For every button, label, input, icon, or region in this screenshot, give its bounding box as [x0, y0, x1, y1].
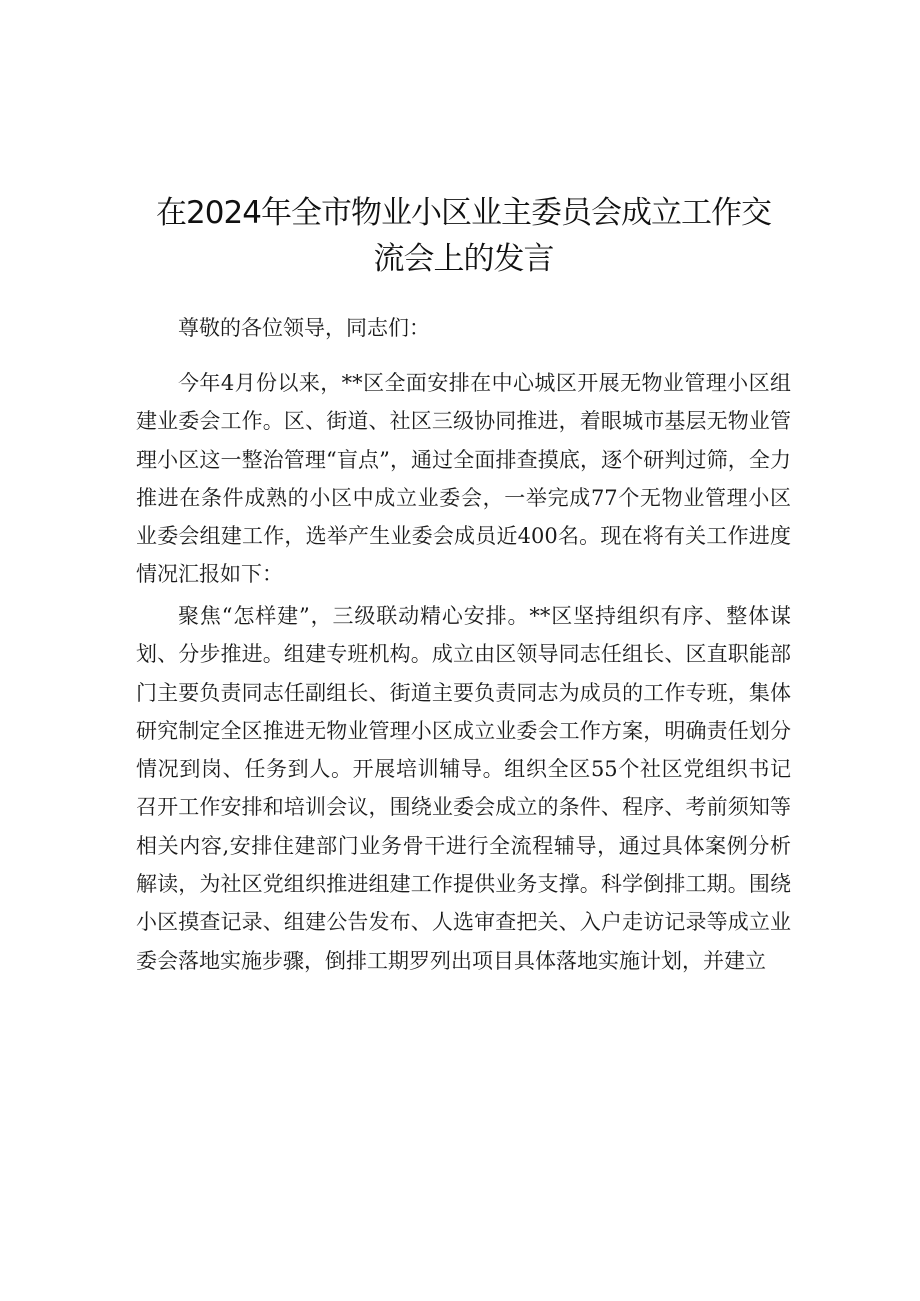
salutation: 尊敬的各位领导，同志们： — [178, 316, 430, 340]
paragraph-intro: 今年4月份以来，**区全面安排在中心城区开展无物业管理小区组建业委会工作。区、街道、社区三级协同推进，着眼城市基层无物业管理小区这一整治管理“盲点”，通过全面排查摸底，逐个研判过筛，全力推进在条件成熟的小区中成立业委会，一举完成77个无物业管理小区业委会组建工作，选举产生业委会成员近400名。现在将有关工作进度情况汇报如下： — [136, 371, 791, 587]
document-title — [136, 190, 791, 282]
title-line-2: 流会上的发言 — [373, 241, 554, 277]
title-line-1: 在2024年全市物业小区业主委员会成立工作交 — [156, 195, 771, 231]
paragraph-section-1: 聚焦“怎样建”，三级联动精心安排。**区坚持组织有序、整体谋划、分步推进。组建专班机构。成立由区领导同志任组长、区直职能部门主要负责同志任副组长、街道主要负责同志为成员的工作专班，集体研究制定全区推进无物业管理小区成立业委会工作方案，明确责任划分情况到岗、任务到人。开展培训辅导。组织全区55个社区党组织书记召开工作安排和培训会议，围绕业委会成立的条件、程序、考前须知等相关内容,安排住建部门业务骨干进行全流程辅导，通过具体案例分析解读，为社区党组织推进组建工作提供业务支撑。科学倒排工期。围绕小区摸查记录、组建公告发布、人选审查把关、入户走访记录等成立业委会落地实施步骤，倒排工期罗列出项目具体落地实施计划，并建立 — [136, 604, 791, 973]
